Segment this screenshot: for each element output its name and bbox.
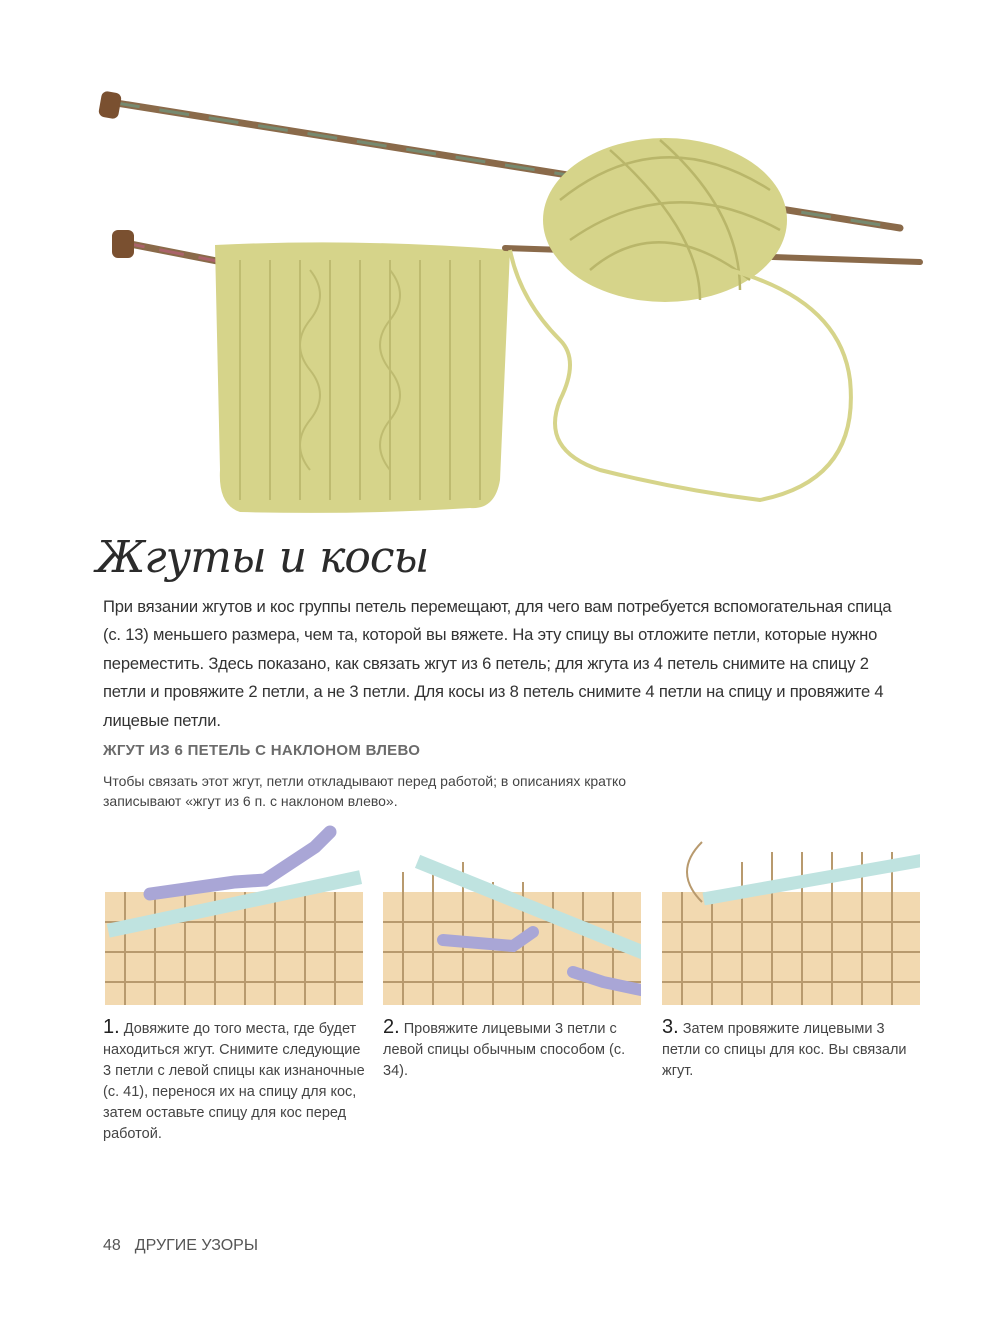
step-number: 2. [383, 1016, 400, 1038]
page-footer [103, 1237, 272, 1255]
step-3 [662, 1017, 912, 1082]
step-1 [103, 1017, 365, 1145]
step-3-illustration [662, 822, 920, 1005]
step-1-illustration [105, 822, 363, 1005]
page-title: Жгуты и косы [96, 532, 429, 583]
step-text: Затем провяжите лицевыми 3 петли со спицы для кос. Вы связали жгут. [662, 1021, 907, 1079]
step-text: Провяжите лицевыми 3 петли с левой спицы обычным способом (с. 34). [383, 1021, 626, 1079]
step-2-illustration [383, 822, 641, 1005]
knitting-photo [0, 0, 1000, 530]
step-text: Довяжите до того места, где будет находиться жгут. Снимите следующие 3 петли с левой спицы как изнаночные (с. 41), перенося их на спицу для кос, затем оставьте спицу для кос перед работой. [103, 1021, 365, 1142]
step-2 [383, 1017, 645, 1082]
knitted-swatch [215, 242, 510, 512]
section-subtext: Чтобы связать этот жгут, петли откладывают перед работой; в описаниях кратко записывают «жгут из 6 п. с наклоном влево». [103, 773, 627, 809]
chapter-name: ДРУГИЕ УЗОРЫ [134, 1237, 258, 1254]
page-number: 48 [103, 1237, 121, 1254]
intro-paragraph: При вязании жгутов и кос группы петель перемещают, для чего вам потребуется вспомогательная спица (с. 13) меньшего размера, чем та, которой вы вяжете. На эту спицу вы отложите петли, которые нужно переместить. Здесь показано, как связать жгут из 6 петель; для жгута из 4 петель снимите на спицу 2 петли и провяжите 2 петли, а не 3 петли. Для косы из 8 петель снимите 4 петли на спицу и провяжите 4 лицевые петли. [103, 597, 892, 730]
needle-front [112, 230, 222, 262]
section-heading: ЖГУТ ИЗ 6 ПЕТЕЛЬ С НАКЛОНОМ ВЛЕВО [103, 742, 421, 759]
step-number: 1. [103, 1016, 120, 1038]
step-number: 3. [662, 1016, 679, 1038]
